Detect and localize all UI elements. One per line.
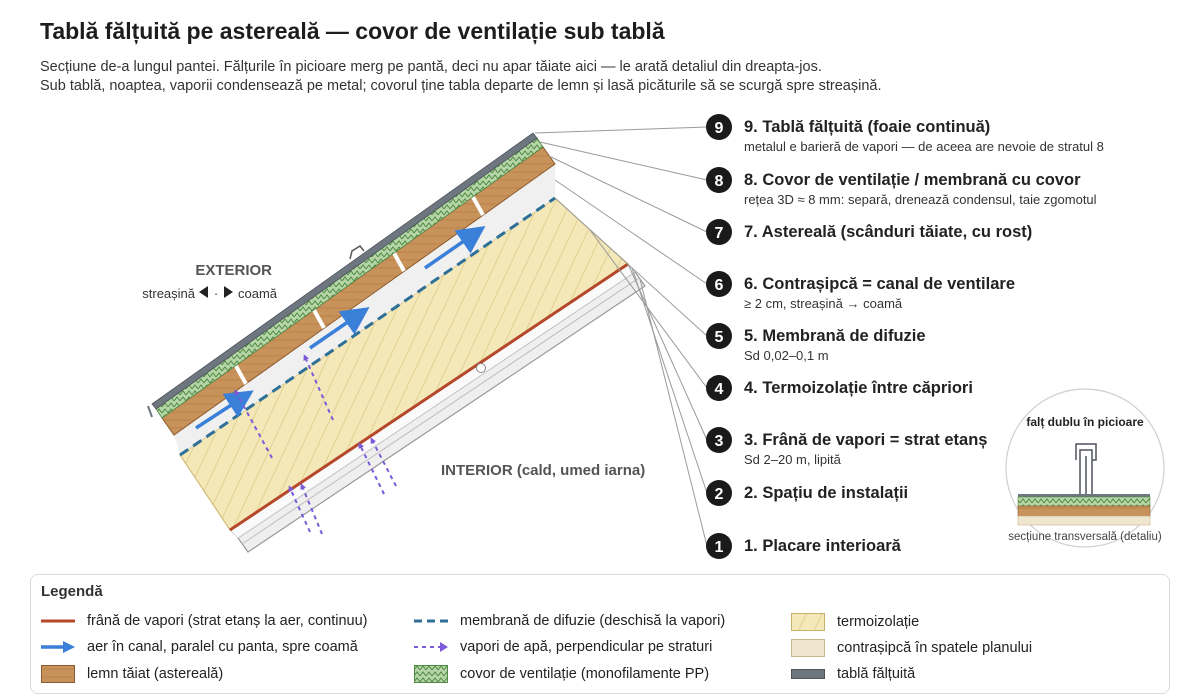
legend-label: termoizolație (837, 614, 920, 630)
svg-text:1: 1 (714, 539, 724, 556)
svg-text:2: 2 (714, 486, 724, 503)
metal-sheet-swatch-icon (791, 665, 825, 683)
legend-label: covor de ventilație (monofilamente PP) (460, 666, 710, 682)
insulation-swatch-icon (791, 613, 825, 631)
legend-item-metal-sheet (791, 665, 915, 683)
detail-metal (1018, 494, 1150, 497)
interior-label: INTERIOR (cald, umed iarna) (441, 462, 646, 479)
callout-7 (706, 219, 1032, 245)
triangle-left-icon (199, 286, 208, 298)
legend-label: membrană de difuzie (deschisă la vapori) (460, 613, 726, 629)
svg-text:≥ 2 cm, streașină → coamă: ≥ 2 cm, streașină → coamă (744, 296, 903, 311)
legend-label: vapori de apă, perpendicular pe straturi (460, 639, 713, 655)
svg-text:9. Tablă fălțuită (foaie conti: 9. Tablă fălțuită (foaie continuă) (744, 118, 991, 136)
callout-1 (706, 533, 902, 559)
counter-batten-swatch-icon (791, 639, 825, 657)
legend (30, 574, 1170, 694)
callout-3 (706, 427, 987, 467)
legend-item-counter-batten (791, 639, 1032, 657)
legend-item-insulation (791, 613, 919, 631)
legend-item-diffusion-membrane (414, 613, 725, 629)
legend-item-ventilation-mat (414, 665, 709, 683)
svg-text:6: 6 (714, 277, 724, 294)
svg-text:5. Membrană de difuzie: 5. Membrană de difuzie (744, 327, 926, 345)
legend-label: lemn tăiat (astereală) (87, 666, 224, 682)
svg-text:5: 5 (714, 329, 724, 346)
metal-sheet-edge (148, 406, 152, 417)
ridge-label: coamă (238, 286, 278, 301)
svg-text:8: 8 (714, 173, 724, 190)
triangle-right-icon (224, 286, 233, 298)
seam-detail (1006, 389, 1164, 547)
air-arrow-icon (41, 640, 75, 654)
callout-8 (706, 167, 1097, 207)
legend-item-air-arrow (41, 639, 358, 655)
legend-item-wood (41, 665, 223, 683)
callout-9 (706, 114, 1104, 154)
legend-label: contrașipcă în spatele planului (837, 640, 1033, 656)
callout-5 (706, 323, 926, 363)
vapor-barrier-line-icon (41, 614, 75, 628)
diffusion-membrane-dashed-icon (414, 614, 448, 628)
vapor-arrow-icon (414, 640, 448, 654)
direction-separator: · (213, 286, 219, 301)
subtitle-line-2: Sub tablă, noaptea, vaporii condensează pe metal; covorul ține tabla departe de lemn și lasă picăturile să se scurgă spre streașină. (40, 78, 882, 94)
legend-label: tablă fălțuită (837, 666, 916, 682)
svg-text:6. Contrașipcă = canal de vent: 6. Contrașipcă = canal de ventilare (744, 275, 1015, 293)
svg-text:Sd 2–20 m, lipită: Sd 2–20 m, lipită (744, 452, 841, 467)
fastener (477, 364, 486, 373)
legend-title: Legendă (41, 583, 103, 600)
detail-caption: secțiune transversală (detaliu) (1008, 531, 1162, 543)
svg-text:7: 7 (714, 225, 724, 242)
svg-text:Sd 0,02–0,1 m: Sd 0,02–0,1 m (744, 348, 829, 363)
svg-text:rețea 3D ≈ 8 mm: separă, drene: rețea 3D ≈ 8 mm: separă, drenează condensul, taie zgomotul (744, 192, 1097, 207)
detail-mat (1018, 497, 1150, 506)
svg-text:2. Spațiu de instalații: 2. Spațiu de instalații (744, 484, 909, 502)
wood-swatch-icon (41, 665, 75, 683)
legend-item-vapor-arrow (414, 639, 712, 655)
detail-title: falț dublu în picioare (1026, 415, 1144, 429)
svg-text:3. Frână de vapori = strat eta: 3. Frână de vapori = strat etanș (744, 431, 988, 449)
svg-text:4. Termoizolație între căprior: 4. Termoizolație între căpriori (744, 379, 973, 397)
svg-text:metalul e barieră de vapori —: metalul e barieră de vapori — de aceea are nevoie de stratul 8 (744, 139, 1104, 154)
svg-text:4: 4 (714, 381, 724, 398)
callout-4 (706, 375, 973, 401)
svg-text:9: 9 (714, 120, 724, 137)
legend-label: aer în canal, paralel cu panta, spre coamă (87, 639, 358, 655)
svg-text:7. Astereală (scânduri tăiate,: 7. Astereală (scânduri tăiate, cu rost) (744, 223, 1033, 241)
legend-label: frână de vapori (strat etanș la aer, continuu) (87, 613, 368, 629)
eaves-label: streașină (142, 286, 195, 301)
page-title: Tablă fălțuită pe astereală — covor de ventilație sub tablă (40, 18, 665, 44)
callout-6 (706, 271, 1015, 311)
detail-counter-batten (1018, 516, 1150, 525)
legend-item-vapor-barrier (41, 613, 368, 629)
svg-text:8. Covor de ventilație / membr: 8. Covor de ventilație / membrană cu covor (744, 171, 1081, 189)
ventilation-mat-swatch-icon (414, 665, 448, 683)
subtitle-line-1: Secțiune de-a lungul pantei. Fălțurile în picioare merg pe pantă, deci nu apar tăiate aici — le arată detaliul din dreapta-jos. (40, 59, 822, 75)
svg-text:1. Placare interioară: 1. Placare interioară (744, 537, 901, 555)
detail-wood (1018, 506, 1150, 516)
slope-direction (142, 286, 278, 301)
exterior-label: EXTERIOR (195, 262, 272, 279)
callout-2 (706, 480, 908, 506)
svg-text:3: 3 (714, 433, 724, 450)
